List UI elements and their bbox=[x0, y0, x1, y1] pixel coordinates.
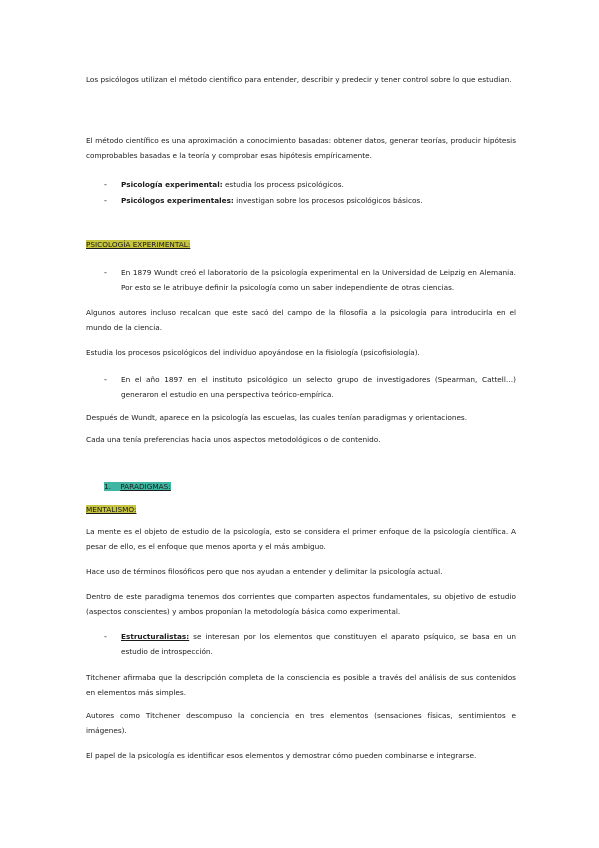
paragraph-philosophy: Algunos autores incluso recalcan que este sacó del campo de la filosofía a la psicología para introducirla en el mundo de la ciencia. bbox=[86, 308, 516, 332]
paragraph-three-elements: Autores como Titchener descompuso la conciencia en tres elementos (sensaciones físicas, sentimientos e imágenes). bbox=[86, 711, 516, 735]
bullet-term: Estructuralistas: bbox=[121, 632, 190, 641]
bullet-1897-institute: En el año 1897 en el instituto psicológico un selecto grupo de investigadores (Spearman, Cattell…) generaron el estudio en una perspectiva teórico-empírica. bbox=[121, 375, 516, 399]
bullet-dash: - bbox=[104, 196, 107, 205]
bullet-dash: - bbox=[104, 268, 107, 277]
highlighted-heading bbox=[104, 482, 171, 491]
bullet-text: estudia los process psicológicos. bbox=[222, 180, 344, 189]
bullet-text: se interesan por los elementos que constituyen el aparato psíquico, se basa en un estudio de introspección. bbox=[121, 632, 516, 656]
paragraph-role-of-psychology: El papel de la psicología es identificar esos elementos y demostrar cómo pueden combinarse e integrarse. bbox=[86, 751, 477, 760]
paragraph-two-currents: Dentro de este paradigma tenemos dos corrientes que comparten aspectos fundamentales, su objetivo de estudio (aspectos conscientes) y ambos proponían la metodología básica como experimental. bbox=[86, 592, 516, 616]
bullet-dash: - bbox=[104, 180, 107, 189]
paragraph-psychophysiology: Estudia los procesos psicológicos del individuo apoyándose en la fisiología (psicofisiología). bbox=[86, 348, 420, 357]
bullet-term: Psicólogos experimentales: bbox=[121, 196, 234, 205]
paragraph-philosophical-terms: Hace uso de términos filosóficos pero que nos ayudan a entender y delimitar la psicología actual. bbox=[86, 567, 443, 576]
bullet-term: Psicología experimental: bbox=[121, 180, 223, 189]
bullet-experimental-psychology bbox=[121, 177, 516, 192]
heading-paradigms bbox=[104, 479, 516, 494]
heading-experimental-psychology bbox=[86, 237, 516, 252]
paragraph-titchener: Titchener afirmaba que la descripción completa de la consciencia es posible a través del análisis de sus contenidos en elementos más simples. bbox=[86, 673, 516, 697]
bullet-experimental-psychologists bbox=[121, 193, 516, 208]
heading-number: 1. bbox=[104, 482, 111, 491]
bullet-text: investigan sobre los procesos psicológicos básicos. bbox=[233, 196, 423, 205]
highlighted-heading: PSICOLOGÍA EXPERIMENTAL: bbox=[86, 240, 191, 249]
bullet-wundt-laboratory: En 1879 Wundt creó el laboratorio de la psicología experimental en la Universidad de Leipzig en Alemania. Por esto se le atribuye definir la psicología como un saber independiente de otras ciencias. bbox=[121, 268, 516, 292]
paragraph-preferences: Cada una tenía preferencias hacia unos aspectos metodológicos o de contenido. bbox=[86, 435, 381, 444]
highlighted-heading: MENTALISMO: bbox=[86, 505, 137, 514]
bullet-dash: - bbox=[104, 375, 107, 384]
paragraph-mind-object: La mente es el objeto de estudio de la psicología, esto se considera el primer enfoque de la psicología científica. A pesar de ello, es el enfoque que menos aporta y el más ambiguo. bbox=[86, 527, 516, 551]
paragraph-schools: Después de Wundt, aparece en la psicología las escuelas, las cuales tenían paradigmas y orientaciones. bbox=[86, 413, 468, 422]
heading-mentalism bbox=[86, 502, 516, 517]
heading-label: PARADIGMAS: bbox=[120, 482, 171, 491]
paragraph-scientific-method: El método científico es una aproximación a conocimiento basadas: obtener datos, generar teorías, producir hipótesis comprobables basadas e la teoría y comprobar esas hipótesis empíricamente. bbox=[86, 136, 516, 160]
bullet-dash: - bbox=[104, 632, 107, 641]
bullet-structuralists bbox=[121, 629, 516, 659]
paragraph-intro: Los psicólogos utilizan el método científico para entender, describir y predecir y tener control sobre lo que estudian. bbox=[86, 75, 512, 84]
